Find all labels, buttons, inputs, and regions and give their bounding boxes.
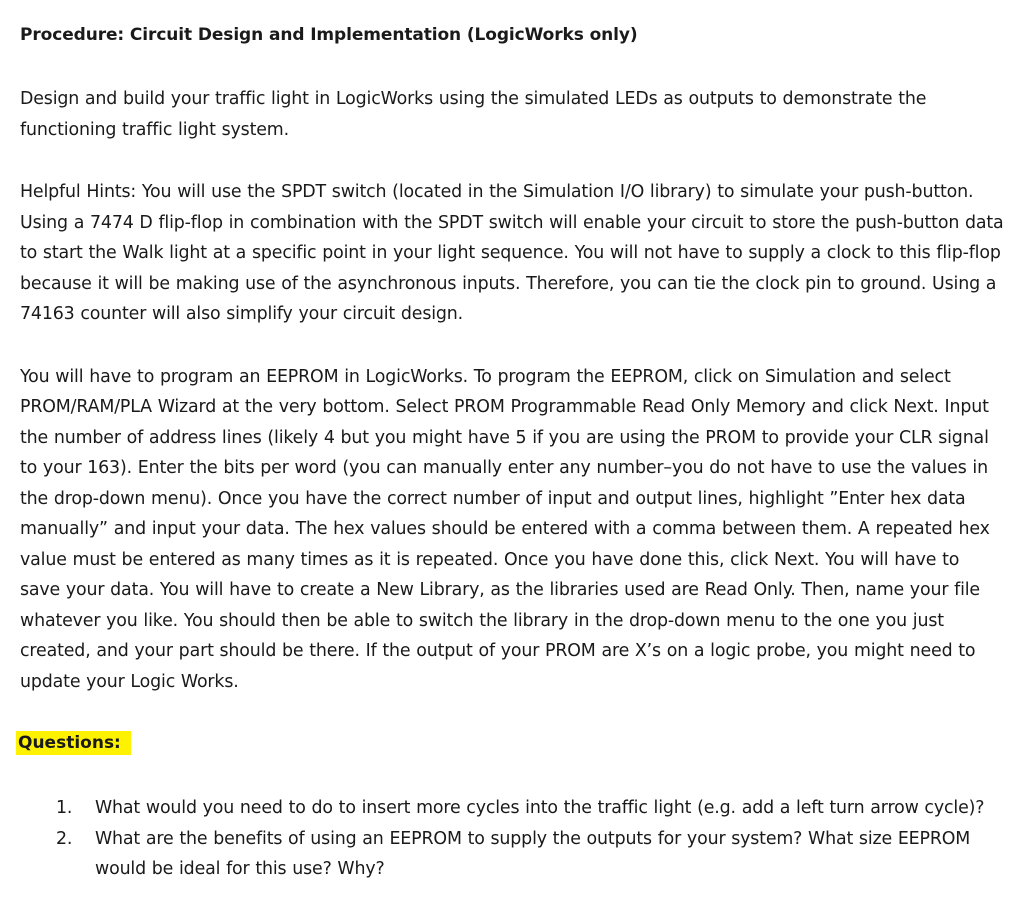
questions-heading: Questions: [16,731,131,755]
questions-heading-wrap [20,731,1005,759]
helpful-hints-paragraph: Helpful Hints: You will use the SPDT switch (located in the Simulation I/O library) to simulate your push-button. Using a 7474 D flip-flop in combination with the SPDT switch will enable your circuit to store the push-button data to start the Walk light at a specific point in your light sequence. You will not have to supply a clock to this flip-flop because it will be making use of the asynchronous inputs. Therefore, you can tie the clock pin to ground. Using a 74163 counter will also simplify your circuit design. [20,182,1004,324]
question-text: What would you need to do to insert more cycles into the traffic light (e.g. add a left turn arrow cycle)? [95,798,985,818]
intro-paragraph: Design and build your traffic light in LogicWorks using the simulated LEDs as outputs to demonstrate the functioning traffic light system. [20,89,927,140]
question-item [20,793,1005,824]
questions-list [20,793,1005,885]
question-text: What are the benefits of using an EEPROM to supply the outputs for your system? What size EEPROM would be ideal for this use? Why? [95,828,971,879]
eeprom-instructions-paragraph: You will have to program an EEPROM in LogicWorks. To program the EEPROM, click on Simulation and select PROM/RAM/PLA Wizard at the very bottom. Select PROM Programmable Read Only Memory and click Next. Input the number of address lines (likely 4 but you might have 5 if you are using the PROM to provide your CLR signal to your 163). Enter the bits per word (you can manually enter any number–you do not have to use the values in the drop-down menu). Once you have the correct number of input and output lines, highlight ”Enter hex data manually” and input your data. The hex values should be entered with a comma between them. A repeated hex value must be entered as many times as it is repeated. Once you have done this, click Next. You will have to save your data. You will have to create a New Library, as the libraries used are Read Only. Then, name your file whatever you like. You should then be able to switch the library in the drop-down menu to the one you just created, and your part should be there. If the output of your PROM are X’s on a logic probe, you might need to update your Logic Works. [20,366,990,692]
question-item [20,824,1005,885]
question-number: 1. [56,798,73,818]
procedure-heading: Procedure: Circuit Design and Implementation (LogicWorks only) [20,25,638,45]
document-page [20,14,1005,885]
question-number: 2. [56,828,73,849]
